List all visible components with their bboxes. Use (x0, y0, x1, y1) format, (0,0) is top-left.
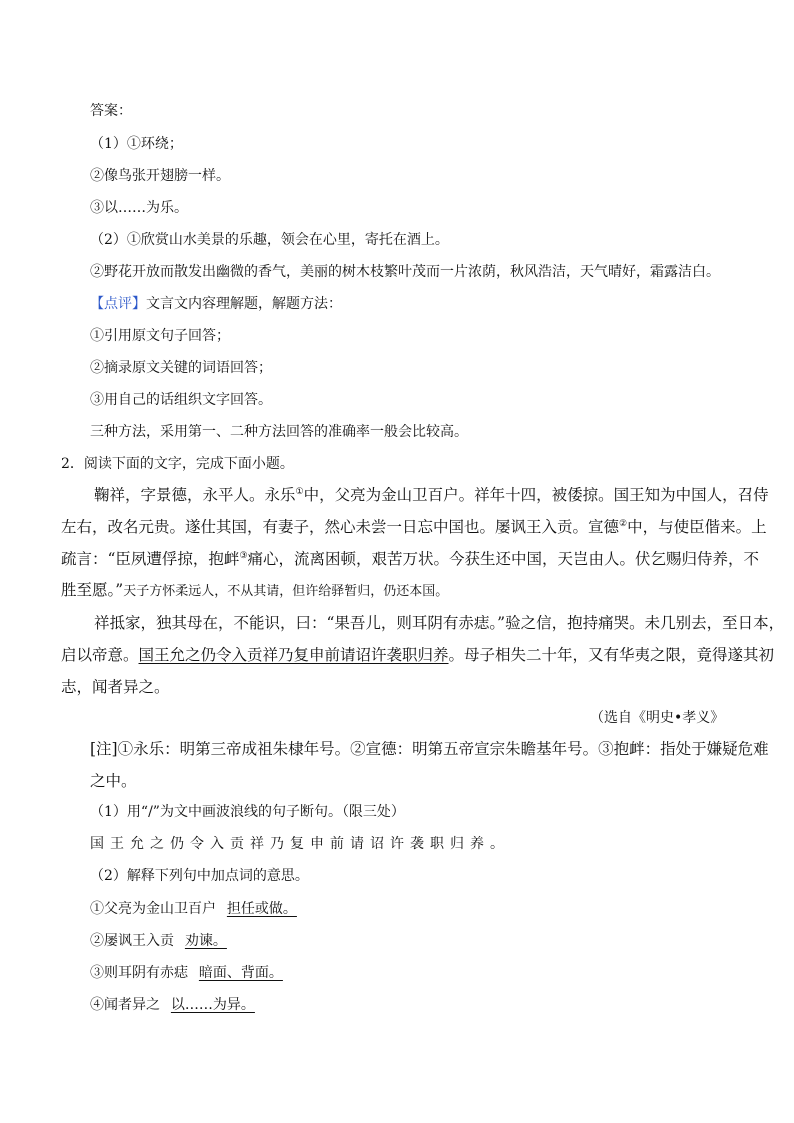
p1-seg-a: 鞠祥，字景德，永平人。永乐 (94, 486, 296, 504)
comment-tag: 【点评】 (90, 296, 146, 312)
q2-item-1: ①欣赏山水美景的乐趣，领会在心里，寄托在酒上。 (126, 232, 449, 248)
sub2-prompt: （2）解释下列句中加点词的意思。 (90, 868, 309, 884)
note-mark-1: ① (295, 487, 304, 497)
method-2: ②摘录原文关键的词语回答； (90, 360, 272, 376)
passage-p1-line2 (61, 516, 767, 538)
comment-text: 文言文内容理解题，解题方法： (146, 296, 342, 312)
q1-item-2: ②像鸟张开翅膀一样。 (90, 168, 230, 184)
sub2-item-3 (90, 963, 285, 983)
sub2-item-4-question: ④闻者异之 (90, 997, 160, 1013)
comment-line (90, 294, 342, 314)
sub1-prompt: （1）用“/”为文中画波浪线的句子断句。（限三处） (90, 804, 405, 820)
sub2-item-4 (90, 995, 257, 1015)
passage-p2-line3: 志，闻者异之。 (61, 678, 170, 696)
p1-seg-d: 中，与使臣偕来。上 (627, 518, 767, 536)
p1-seg-g: 胜至愿。” (61, 581, 124, 599)
conclusion: 三种方法，采用第一、二种方法回答的准确率一般会比较高。 (90, 424, 468, 440)
question-2-title: 2．阅读下面的文字，完成下面小题。 (61, 456, 294, 472)
p1-seg-c: 左右，改名元贵。遂仕其国，有妻子，然心未尝一日忘中国也。屡讽王入贡。宣德 (61, 518, 620, 536)
sub2-item-1 (90, 899, 299, 919)
sub2-item-3-question: ③则耳阴有赤痣 (90, 965, 188, 981)
q1-item-3: ③以……为乐。 (90, 200, 188, 216)
sub2-item-2 (90, 931, 229, 951)
sub2-item-2-question: ②屡讽王入贡 (90, 933, 174, 949)
q2-label: （2） (90, 232, 127, 248)
p2-seg-d: 。母子相失二十年，又有华夷之限，竟得遂其初 (448, 646, 775, 664)
answer-q1-line1 (90, 134, 183, 154)
sub2-item-1-question: ①父亮为金山卫百户 (90, 901, 216, 917)
q1-label: （1） (90, 136, 127, 152)
notes-line2: 之中。 (90, 772, 137, 790)
p1-seg-f: 痛心，流离困顿，艰苦万状。今获生还中国，天岂由人。伏乞赐归侍养，不 (247, 550, 760, 568)
sub2-item-1-answer: 担任或做。 (226, 901, 297, 917)
passage-p1-line3 (61, 548, 759, 570)
passage-p1-line4 (61, 579, 448, 603)
sub2-item-4-answer: 以……为异。 (170, 997, 255, 1013)
note-mark-2: ② (619, 519, 628, 529)
passage-source: （选自《明史•孝义》 (590, 710, 725, 726)
answer-heading: 答案： (90, 103, 132, 119)
q2-item-2: ②野花开放而散发出幽微的香气，美丽的树木枝繁叶茂而一片浓荫，秋风浩洁，天气晴好，霜露洁白。 (90, 264, 720, 280)
sub2-item-2-answer: 劝谏。 (184, 933, 227, 949)
passage-p2-line2 (61, 644, 774, 666)
q1-item-1: ①环绕； (126, 136, 183, 152)
note-mark-3: ③ (239, 551, 248, 561)
passage-p1-line1 (94, 484, 769, 506)
answer-q2-line1 (90, 230, 449, 250)
method-3: ③用自己的话组织文字回答。 (90, 392, 272, 408)
sub1-sentence: 国王允之仍令入贡祥乃复申前请诏许袭职归养。 (90, 836, 510, 852)
p1-seg-e: 疏言：“臣夙遭俘掠，抱衅 (61, 550, 240, 568)
passage-p2-line1: 祥抵家，独其母在，不能识，曰：“果吾儿，则耳阴有赤痣。”验之信，抱持痛哭。未几别去，至日本， (94, 614, 785, 632)
p1-seg-b: 中，父亮为金山卫百户。祥年十四，被倭掠。国王知为中国人，召侍 (303, 486, 769, 504)
p2-seg-b: 启以帝意。 (61, 646, 139, 664)
method-1: ①引用原文句子回答； (90, 328, 230, 344)
wavy-underlined-sentence: 国王允之仍令入贡祥乃复申前请诏许袭职归养 (138, 646, 449, 664)
notes-line1: [注]①永乐：明第三帝成祖朱棣年号。②宣德：明第五帝宣宗朱瞻基年号。③抱衅：指处于嫌疑危难 (90, 740, 769, 758)
sub2-item-3-answer: 暗面、背面。 (198, 965, 283, 981)
p1-seg-h: 天子方怀柔远人，不从其请，但许给驿暂归，仍还本国。 (123, 584, 449, 599)
